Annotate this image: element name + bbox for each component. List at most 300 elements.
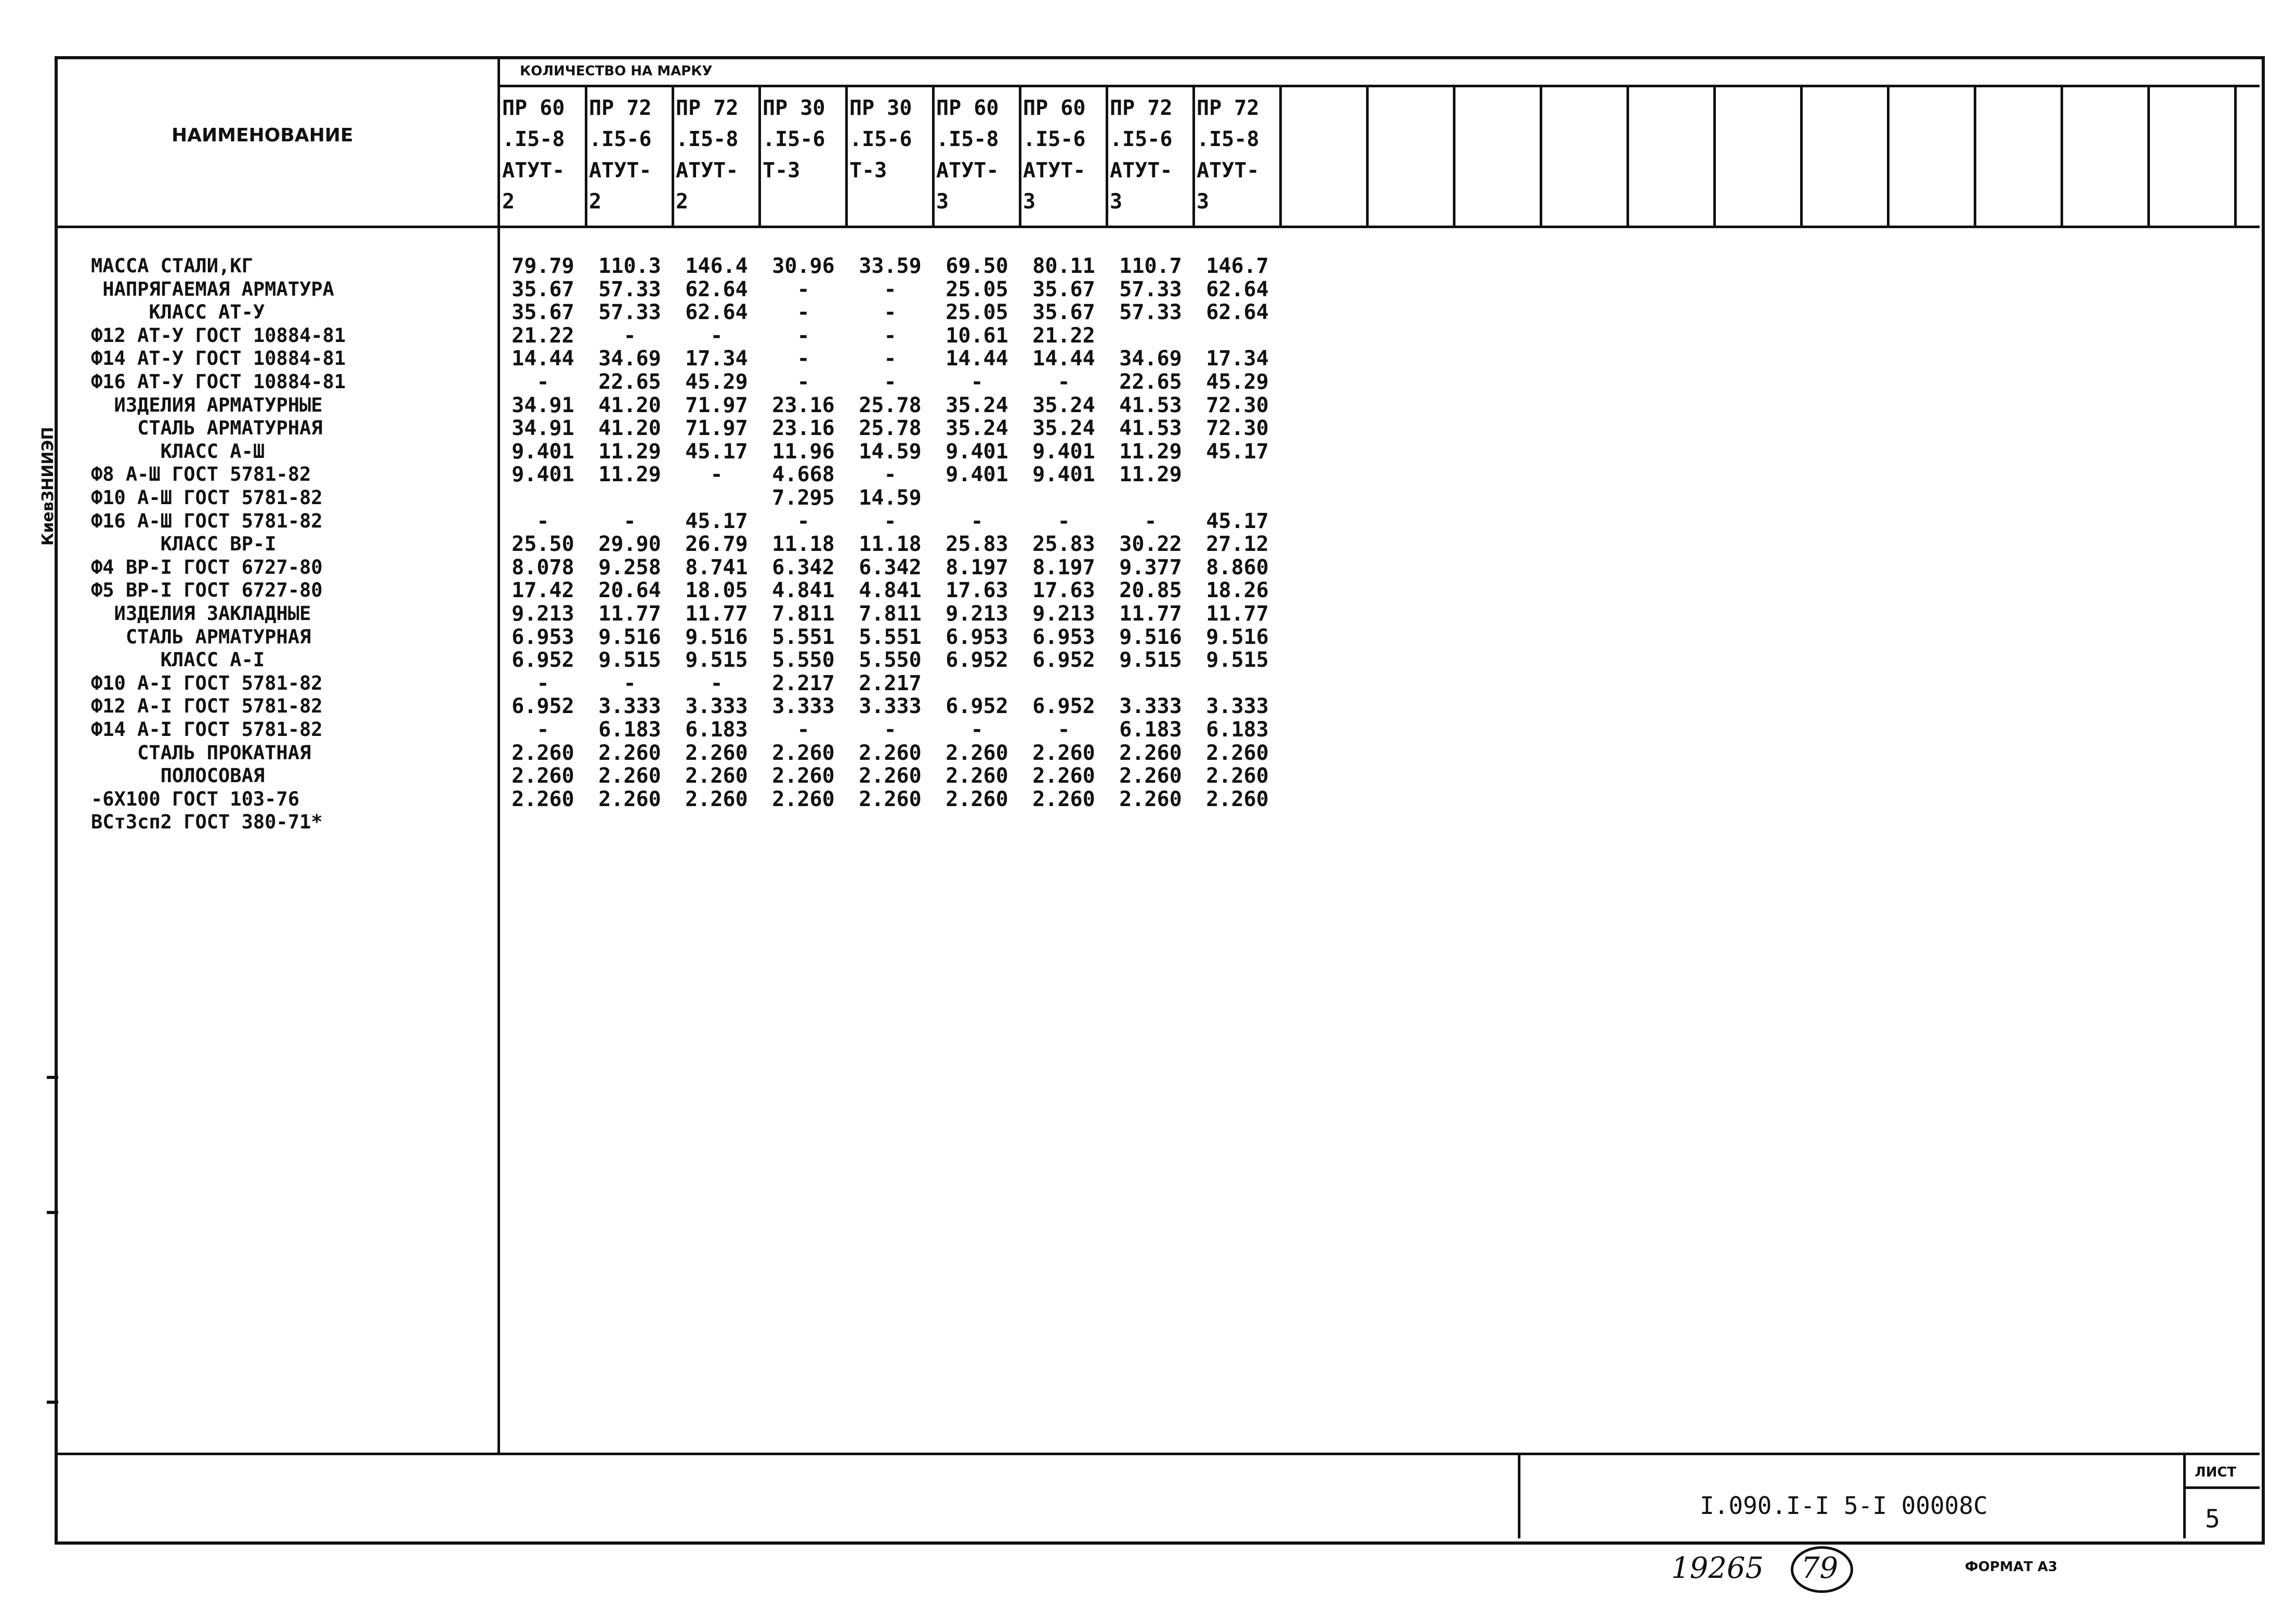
table-cell: 7.295 <box>772 486 835 510</box>
title-block-divider <box>1518 1453 1520 1538</box>
column-header-line3: АТУТ- <box>502 159 565 182</box>
table-cell: 3.333 <box>598 694 661 719</box>
column-header <box>936 93 1022 217</box>
table-cell: 45.17 <box>1206 439 1269 464</box>
table-cell: 9.401 <box>946 439 1008 464</box>
table-cell: 2.260 <box>511 764 574 788</box>
table-cell: 3.333 <box>1119 694 1182 719</box>
table-cell: 62.64 <box>685 300 748 325</box>
table-cell: 2.260 <box>946 787 1008 811</box>
column-divider <box>1800 85 1803 226</box>
column-header-line1: ПР 72 <box>1197 96 1259 120</box>
table-cell: 6.953 <box>946 625 1008 649</box>
table-cell: 3.333 <box>859 694 922 719</box>
table-cell: 110.7 <box>1119 254 1182 278</box>
table-cell: 34.69 <box>1119 347 1182 371</box>
column-header-line4: 2 <box>589 190 602 214</box>
table-cell: 2.260 <box>859 741 922 765</box>
table-cell: 71.97 <box>685 393 748 417</box>
table-cell: 22.65 <box>1119 370 1182 394</box>
row-name: НАПРЯГАЕМАЯ АРМАТУРА <box>91 278 334 300</box>
column-header-line2: .I5-6 <box>849 127 912 151</box>
column-header-line1: ПР 72 <box>676 96 739 120</box>
row-name: Ф8 А-Ш ГОСТ 5781-82 <box>91 463 311 486</box>
document-code: I.090.I-I 5-I 00008С <box>1700 1492 1988 1520</box>
table-cell: 9.516 <box>598 625 661 649</box>
table-cell: 4.841 <box>772 578 835 603</box>
table-cell: 3.333 <box>772 694 835 719</box>
table-cell: 57.33 <box>598 277 661 301</box>
table-cell: - <box>710 323 723 348</box>
table-cell: 3.333 <box>1206 694 1269 719</box>
table-cell: 9.401 <box>511 463 574 487</box>
column-header-line1: ПР 60 <box>1023 96 1086 120</box>
table-cell: 6.952 <box>1032 694 1095 719</box>
margin-tick <box>47 1211 58 1214</box>
table-cell: 35.24 <box>1032 416 1095 441</box>
column-header-line3: АТУТ- <box>1023 159 1086 182</box>
column-header-line1: ПР 60 <box>502 96 565 120</box>
inventory-number: 19265 <box>1671 1551 1764 1585</box>
table-cell: 62.64 <box>1206 277 1269 301</box>
table-cell: 9.515 <box>1206 648 1269 673</box>
column-divider <box>2234 85 2237 226</box>
table-cell: 9.401 <box>1032 439 1095 464</box>
table-cell: 34.69 <box>598 347 661 371</box>
table-cell: 17.63 <box>946 578 1008 603</box>
table-cell: 62.64 <box>1206 300 1269 325</box>
column-header-line2: .I5-6 <box>763 127 825 151</box>
table-cell: 21.22 <box>511 323 574 348</box>
table-cell: 8.197 <box>1032 555 1095 579</box>
table-cell: 9.515 <box>1119 648 1182 673</box>
table-cell: 9.515 <box>685 648 748 673</box>
table-cell: 6.952 <box>511 648 574 673</box>
table-cell: 11.18 <box>859 532 922 557</box>
table-cell: - <box>884 509 897 533</box>
column-header <box>589 93 675 217</box>
table-cell: 11.96 <box>772 439 835 464</box>
table-cell: 8.860 <box>1206 555 1269 579</box>
table-cell: 9.401 <box>1032 463 1095 487</box>
table-cell: - <box>970 370 983 394</box>
table-cell: 14.44 <box>946 347 1008 371</box>
table-cell: 26.79 <box>685 532 748 557</box>
table-cell: - <box>797 718 810 742</box>
table-cell: 2.260 <box>946 764 1008 788</box>
column-header-line2: .I5-8 <box>676 127 739 151</box>
header-subline <box>497 85 2260 87</box>
column-header-line3: АТУТ- <box>589 159 652 182</box>
table-cell: 6.183 <box>1206 718 1269 742</box>
table-cell: 9.401 <box>511 439 574 464</box>
table-cell: - <box>1057 509 1070 533</box>
row-name: КЛАСС А-Ш <box>91 440 265 463</box>
table-cell: 6.953 <box>1032 625 1095 649</box>
row-name: Ф14 АТ-У ГОСТ 10884-81 <box>91 347 346 370</box>
table-cell: 9.516 <box>1206 625 1269 649</box>
sidebar-org-stamp: КиевЗНИИЭП <box>39 427 57 546</box>
column-header <box>763 93 848 217</box>
table-cell: 2.260 <box>1032 764 1095 788</box>
column-header-line2: .I5-8 <box>502 127 565 151</box>
table-cell: 11.77 <box>1206 602 1269 626</box>
table-cell: 2.260 <box>685 741 748 765</box>
column-header-line1: ПР 72 <box>1110 96 1173 120</box>
row-name: Ф12 А-I ГОСТ 5781-82 <box>91 695 323 718</box>
table-cell: - <box>797 300 810 325</box>
table-cell: - <box>884 277 897 301</box>
column-divider <box>1540 85 1542 226</box>
table-cell: 7.811 <box>859 602 922 626</box>
column-header-line4 <box>763 186 848 217</box>
column-header-line3: Т-3 <box>849 159 887 182</box>
column-header-line3: Т-3 <box>763 159 801 182</box>
table-cell: 35.67 <box>1032 277 1095 301</box>
table-cell: 6.183 <box>1119 718 1182 742</box>
table-cell: - <box>536 370 549 394</box>
row-name: Ф16 АТ-У ГОСТ 10884-81 <box>91 371 346 393</box>
column-header-line2: .I5-6 <box>589 127 652 151</box>
table-cell: - <box>970 718 983 742</box>
row-name: КЛАСС А-I <box>91 649 265 671</box>
table-cell: 34.91 <box>511 393 574 417</box>
table-cell: 11.29 <box>1119 439 1182 464</box>
table-cell: - <box>884 463 897 487</box>
column-header-line1: ПР 30 <box>763 96 825 120</box>
table-cell: 35.67 <box>511 277 574 301</box>
page-in-circle: 79 <box>1801 1551 1839 1585</box>
table-cell: 2.260 <box>1206 764 1269 788</box>
table-cell: 11.77 <box>598 602 661 626</box>
table-cell: 8.078 <box>511 555 574 579</box>
table-cell: 45.17 <box>685 439 748 464</box>
column-header <box>676 93 762 217</box>
column-header <box>1110 93 1196 217</box>
table-cell: 14.59 <box>859 439 922 464</box>
row-name: Ф4 ВР-I ГОСТ 6727-80 <box>91 556 323 578</box>
column-header-line4: 2 <box>502 190 515 214</box>
table-cell: 9.213 <box>946 602 1008 626</box>
table-cell: 5.550 <box>772 648 835 673</box>
table-cell: 57.33 <box>1119 277 1182 301</box>
column-header-line1: ПР 60 <box>936 96 999 120</box>
table-cell: 2.260 <box>772 787 835 811</box>
table-cell: - <box>1057 370 1070 394</box>
table-cell: - <box>536 671 549 695</box>
table-cell: 11.29 <box>1119 463 1182 487</box>
table-cell: 14.44 <box>511 347 574 371</box>
table-cell: 25.78 <box>859 416 922 441</box>
table-cell: 41.20 <box>598 416 661 441</box>
body-bottom-line <box>58 1453 2260 1455</box>
column-header-line4: 2 <box>676 190 689 214</box>
table-cell: 2.260 <box>772 741 835 765</box>
format-label: ФОРМАТ А3 <box>1965 1559 2057 1575</box>
table-cell: 30.96 <box>772 254 835 278</box>
table-cell: 23.16 <box>772 393 835 417</box>
table-cell: 9.401 <box>946 463 1008 487</box>
margin-tick <box>47 1076 58 1079</box>
column-header-line3: АТУТ- <box>936 159 999 182</box>
table-cell: 2.260 <box>772 764 835 788</box>
column-header-line4: 3 <box>1110 190 1123 214</box>
table-cell: 9.516 <box>685 625 748 649</box>
table-cell: 25.05 <box>946 277 1008 301</box>
column-divider <box>1453 85 1455 226</box>
column-divider <box>1713 85 1716 226</box>
table-cell: 4.668 <box>772 463 835 487</box>
table-cell: - <box>1144 509 1157 533</box>
table-cell: 72.30 <box>1206 416 1269 441</box>
row-name: Ф10 А-I ГОСТ 5781-82 <box>91 671 323 694</box>
column-header-line2: .I5-8 <box>1197 127 1259 151</box>
column-header <box>1197 93 1282 217</box>
table-cell: 9.377 <box>1119 555 1182 579</box>
table-cell: 45.17 <box>685 509 748 533</box>
table-cell: - <box>536 718 549 742</box>
table-cell: 2.260 <box>511 787 574 811</box>
table-cell: 45.29 <box>1206 370 1269 394</box>
table-cell: 25.05 <box>946 300 1008 325</box>
row-name: СТАЛЬ ПРОКАТНАЯ <box>91 741 311 764</box>
row-name: МАССА СТАЛИ,КГ <box>91 255 253 277</box>
table-cell: 6.183 <box>598 718 661 742</box>
table-cell: 30.22 <box>1119 532 1182 557</box>
table-cell: 6.342 <box>859 555 922 579</box>
row-name: Ф12 АТ-У ГОСТ 10884-81 <box>91 324 346 347</box>
table-cell: 110.3 <box>598 254 661 278</box>
table-cell: 23.16 <box>772 416 835 441</box>
table-cell: 25.78 <box>859 393 922 417</box>
table-cell: 35.24 <box>946 416 1008 441</box>
table-cell: 71.97 <box>685 416 748 441</box>
sheet-number: 5 <box>2205 1505 2220 1534</box>
column-header-line3: АТУТ- <box>1110 159 1173 182</box>
table-cell: 45.29 <box>685 370 748 394</box>
table-cell: 11.29 <box>598 439 661 464</box>
table-cell: - <box>623 509 636 533</box>
table-cell: 2.260 <box>1119 787 1182 811</box>
table-cell: 9.515 <box>598 648 661 673</box>
table-cell: 10.61 <box>946 323 1008 348</box>
row-name: СТАЛЬ АРМАТУРНАЯ <box>91 417 323 440</box>
table-cell: 2.217 <box>859 671 922 695</box>
table-cell: 34.91 <box>511 416 574 441</box>
table-cell: - <box>884 718 897 742</box>
row-name: Ф16 А-Ш ГОСТ 5781-82 <box>91 509 323 532</box>
table-cell: 80.11 <box>1032 254 1095 278</box>
table-cell: - <box>710 671 723 695</box>
column-divider <box>1974 85 1976 226</box>
table-cell: 2.260 <box>511 741 574 765</box>
table-cell: 2.260 <box>859 764 922 788</box>
table-cell: 79.79 <box>511 254 574 278</box>
table-cell: - <box>623 671 636 695</box>
table-cell: 21.22 <box>1032 323 1095 348</box>
table-cell: - <box>797 347 810 371</box>
table-cell: - <box>797 277 810 301</box>
table-cell: 2.260 <box>685 764 748 788</box>
table-cell: 3.333 <box>685 694 748 719</box>
table-cell: 5.551 <box>859 625 922 649</box>
column-header-line3: АТУТ- <box>676 159 739 182</box>
column-header-line4 <box>849 186 935 217</box>
row-name: ИЗДЕЛИЯ ЗАКЛАДНЫЕ <box>91 602 311 625</box>
column-header-line4: 3 <box>1197 190 1210 214</box>
table-cell: 6.342 <box>772 555 835 579</box>
table-cell: 33.59 <box>859 254 922 278</box>
table-cell: - <box>797 370 810 394</box>
table-cell: 2.260 <box>1206 787 1269 811</box>
column-header-line1: ПР 30 <box>849 96 912 120</box>
column-header-line2: .I5-6 <box>1023 127 1086 151</box>
table-cell: 35.24 <box>946 393 1008 417</box>
column-divider <box>1887 85 1890 226</box>
table-cell: 6.952 <box>946 648 1008 673</box>
table-cell: 41.53 <box>1119 393 1182 417</box>
header-kolichestvo: КОЛИЧЕСТВО НА МАРКУ <box>520 63 713 79</box>
margin-tick <box>47 1401 58 1404</box>
table-cell: 2.260 <box>1119 741 1182 765</box>
table-cell: 6.952 <box>1032 648 1095 673</box>
sheet-label-line <box>2183 1486 2260 1489</box>
table-cell: - <box>797 323 810 348</box>
row-name: Ф14 А-I ГОСТ 5781-82 <box>91 718 323 741</box>
table-cell: 5.550 <box>859 648 922 673</box>
table-cell: 57.33 <box>598 300 661 325</box>
row-name: КЛАСС АТ-У <box>91 301 265 324</box>
table-cell: 35.24 <box>1032 393 1095 417</box>
column-header <box>849 93 935 217</box>
row-name: ИЗДЕЛИЯ АРМАТУРНЫЕ <box>91 393 323 416</box>
table-cell: 17.42 <box>511 578 574 603</box>
table-cell: 17.34 <box>1206 347 1269 371</box>
table-cell: 9.213 <box>511 602 574 626</box>
row-name: ВСт3сп2 ГОСТ 380-71* <box>91 811 323 834</box>
table-cell: 2.260 <box>685 787 748 811</box>
table-cell: 11.29 <box>598 463 661 487</box>
table-cell: - <box>1057 718 1070 742</box>
table-cell: - <box>884 300 897 325</box>
table-cell: 6.183 <box>685 718 748 742</box>
column-header <box>502 93 588 217</box>
table-cell: 8.197 <box>946 555 1008 579</box>
table-cell: 29.90 <box>598 532 661 557</box>
table-cell: 8.741 <box>685 555 748 579</box>
column-header-line1: ПР 72 <box>589 96 652 120</box>
column-header-line2: .I5-8 <box>936 127 999 151</box>
row-name: КЛАСС ВР-I <box>91 533 277 556</box>
table-cell: 9.258 <box>598 555 661 579</box>
table-cell: 14.44 <box>1032 347 1095 371</box>
table-cell: 11.77 <box>685 602 748 626</box>
table-cell: - <box>536 509 549 533</box>
table-cell: - <box>884 347 897 371</box>
table-cell: 146.4 <box>685 254 748 278</box>
table-cell: 2.260 <box>598 787 661 811</box>
row-name: СТАЛЬ АРМАТУРНАЯ <box>91 625 311 648</box>
table-cell: 27.12 <box>1206 532 1269 557</box>
table-cell: 20.85 <box>1119 578 1182 603</box>
table-cell: 9.213 <box>1032 602 1095 626</box>
table-cell: 72.30 <box>1206 393 1269 417</box>
column-divider <box>1366 85 1369 226</box>
table-cell: 25.83 <box>1032 532 1095 557</box>
table-cell: 2.260 <box>598 764 661 788</box>
column-header-line3: АТУТ- <box>1197 159 1259 182</box>
table-cell: 17.34 <box>685 347 748 371</box>
table-cell: 22.65 <box>598 370 661 394</box>
table-cell: 6.952 <box>946 694 1008 719</box>
table-cell: 2.260 <box>946 741 1008 765</box>
table-cell: 2.217 <box>772 671 835 695</box>
table-cell: 2.260 <box>859 787 922 811</box>
table-cell: 45.17 <box>1206 509 1269 533</box>
column-header-line4: 3 <box>1023 190 1036 214</box>
table-cell: 5.551 <box>772 625 835 649</box>
header-naimenovanie: НАИМЕНОВАНИЕ <box>172 125 353 146</box>
table-cell: 2.260 <box>1119 764 1182 788</box>
column-divider <box>2147 85 2150 226</box>
header-bottom-line <box>58 226 2260 228</box>
row-name: Ф10 А-Ш ГОСТ 5781-82 <box>91 486 323 509</box>
table-cell: 69.50 <box>946 254 1008 278</box>
table-cell: 6.953 <box>511 625 574 649</box>
table-cell: 11.18 <box>772 532 835 557</box>
row-name: ПОЛОСОВАЯ <box>91 765 265 787</box>
column-divider <box>2061 85 2063 226</box>
row-name: Ф5 ВР-I ГОСТ 6727-80 <box>91 579 323 602</box>
table-cell: - <box>884 323 897 348</box>
table-cell: 25.50 <box>511 532 574 557</box>
table-cell: 41.20 <box>598 393 661 417</box>
table-cell: 2.260 <box>598 741 661 765</box>
table-cell: 17.63 <box>1032 578 1095 603</box>
table-cell: 2.260 <box>1032 741 1095 765</box>
table-cell: - <box>884 370 897 394</box>
table-cell: 18.26 <box>1206 578 1269 603</box>
table-cell: 2.260 <box>1032 787 1095 811</box>
table-cell: 18.05 <box>685 578 748 603</box>
table-cell: 35.67 <box>511 300 574 325</box>
column-header-line2: .I5-6 <box>1110 127 1173 151</box>
table-cell: 57.33 <box>1119 300 1182 325</box>
sheet-divider <box>2183 1453 2186 1538</box>
table-cell: - <box>797 509 810 533</box>
table-cell: - <box>970 509 983 533</box>
column-header-line4: 3 <box>936 190 949 214</box>
table-cell: 9.516 <box>1119 625 1182 649</box>
row-name: -6Х100 ГОСТ 103-76 <box>91 787 299 810</box>
table-cell: 20.64 <box>598 578 661 603</box>
column-divider <box>1626 85 1629 226</box>
table-cell: 2.260 <box>1206 741 1269 765</box>
table-cell: 6.952 <box>511 694 574 719</box>
table-cell: 7.811 <box>772 602 835 626</box>
table-cell: 41.53 <box>1119 416 1182 441</box>
table-cell: 4.841 <box>859 578 922 603</box>
table-cell: 35.67 <box>1032 300 1095 325</box>
sheet-label: ЛИСТ <box>2195 1465 2237 1480</box>
table-cell: 11.77 <box>1119 602 1182 626</box>
table-cell: 25.83 <box>946 532 1008 557</box>
table-cell: 62.64 <box>685 277 748 301</box>
table-cell: - <box>710 463 723 487</box>
column-header <box>1023 93 1109 217</box>
table-cell: 14.59 <box>859 486 922 510</box>
table-cell: 146.7 <box>1206 254 1269 278</box>
